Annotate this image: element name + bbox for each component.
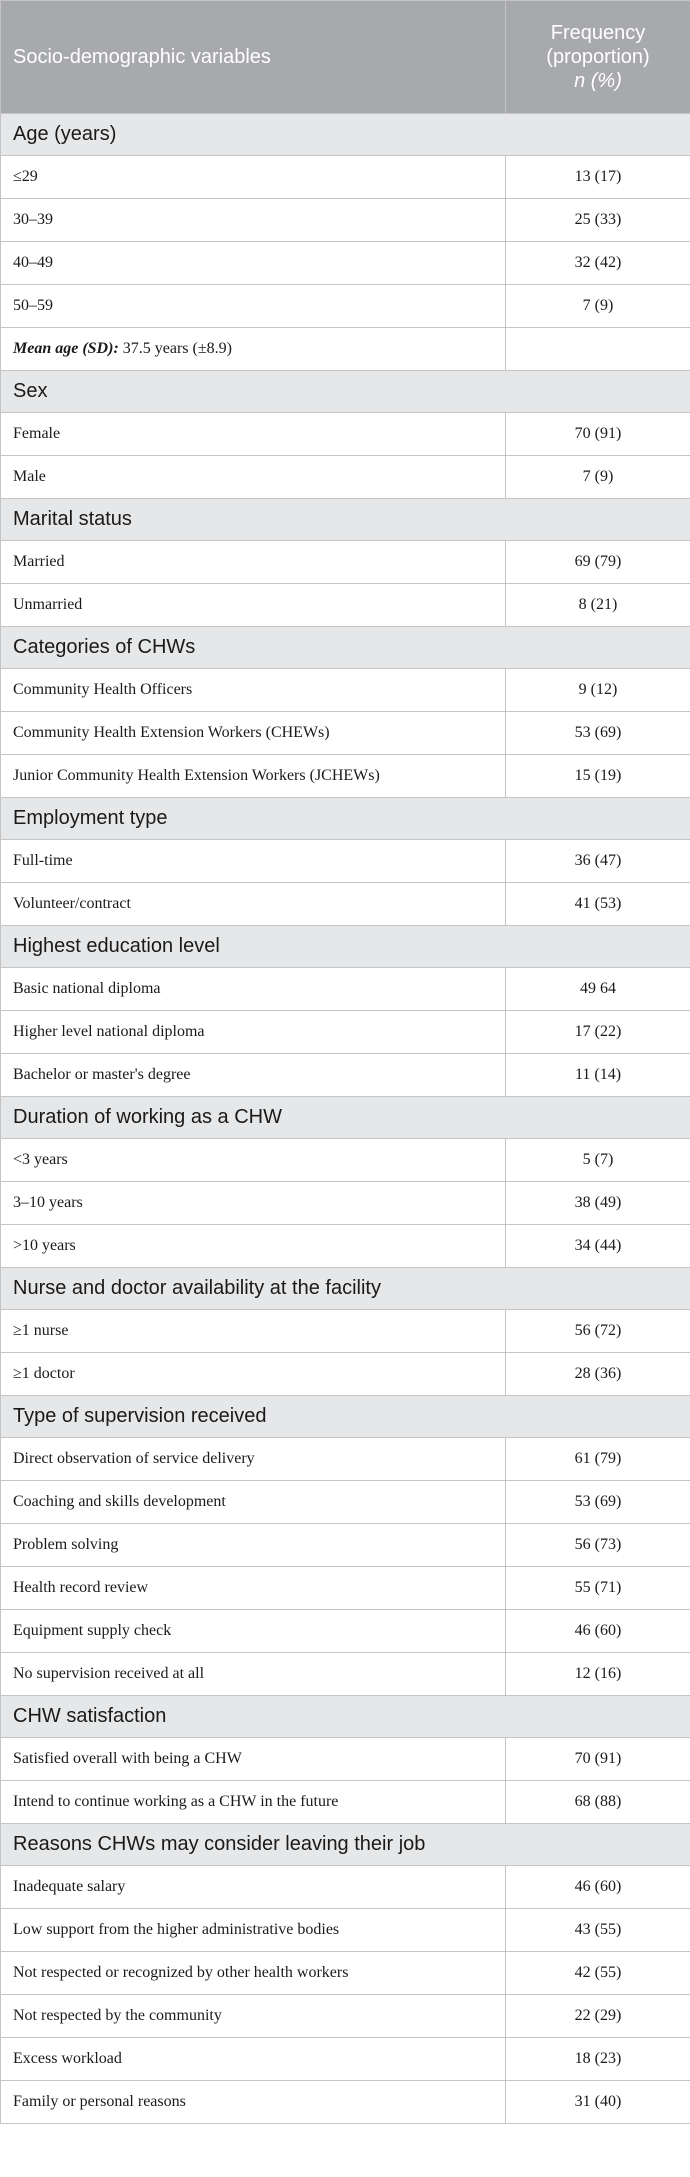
row-label: ≤29 xyxy=(1,156,506,199)
row-label: 30–39 xyxy=(1,199,506,242)
row-value: 70 (91) xyxy=(506,413,690,456)
row-label: Unmarried xyxy=(1,584,506,627)
table-row xyxy=(1,1524,690,1567)
section-header-age-years xyxy=(1,114,690,156)
header-value-cell xyxy=(506,1,690,114)
row-value: 28 (36) xyxy=(506,1353,690,1396)
row-value: 69 (79) xyxy=(506,541,690,584)
table-row xyxy=(1,541,690,584)
row-label: Equipment supply check xyxy=(1,1610,506,1653)
table-row xyxy=(1,840,690,883)
section-header-nurse-and-doctor-availability-at-the-facility xyxy=(1,1268,690,1310)
row-label: Satisfied overall with being a CHW xyxy=(1,1738,506,1781)
table-row xyxy=(1,1481,690,1524)
row-value: 36 (47) xyxy=(506,840,690,883)
section-header-type-of-supervision-received xyxy=(1,1396,690,1438)
header-value-line2: (proportion) xyxy=(546,46,650,68)
row-value: 25 (33) xyxy=(506,199,690,242)
row-value: 68 (88) xyxy=(506,1781,690,1824)
row-label: Not respected or recognized by other health workers xyxy=(1,1952,506,1995)
row-label: Higher level national diploma xyxy=(1,1011,506,1054)
table-row xyxy=(1,712,690,755)
row-value: 11 (14) xyxy=(506,1054,690,1097)
summary-text: 37.5 years (±8.9) xyxy=(118,340,232,357)
row-value: 13 (17) xyxy=(506,156,690,199)
row-label: 3–10 years xyxy=(1,1182,506,1225)
table-row xyxy=(1,1054,690,1097)
table-row xyxy=(1,1310,690,1353)
row-value: 17 (22) xyxy=(506,1011,690,1054)
table-row xyxy=(1,2038,690,2081)
row-value: 42 (55) xyxy=(506,1952,690,1995)
table-row xyxy=(1,1182,690,1225)
section-title: Marital status xyxy=(1,499,690,541)
row-value: 53 (69) xyxy=(506,712,690,755)
row-value: 61 (79) xyxy=(506,1438,690,1481)
summary-label: Mean age (SD): xyxy=(13,340,119,357)
section-title: Age (years) xyxy=(1,114,690,156)
table-row xyxy=(1,1995,690,2038)
table-row xyxy=(1,1011,690,1054)
row-label: ≥1 doctor xyxy=(1,1353,506,1396)
row-label: Bachelor or master's degree xyxy=(1,1054,506,1097)
row-value: 55 (71) xyxy=(506,1567,690,1610)
row-value: 70 (91) xyxy=(506,1738,690,1781)
section-header-duration-of-working-as-a-chw xyxy=(1,1097,690,1139)
row-value: 38 (49) xyxy=(506,1182,690,1225)
summary-cell xyxy=(1,328,506,371)
row-label: Basic national diploma xyxy=(1,968,506,1011)
table-row xyxy=(1,1738,690,1781)
row-label: Not respected by the community xyxy=(1,1995,506,2038)
table-row xyxy=(1,2081,690,2124)
section-title: Categories of CHWs xyxy=(1,627,690,669)
row-value: 41 (53) xyxy=(506,883,690,926)
table-row xyxy=(1,1225,690,1268)
table-row xyxy=(1,968,690,1011)
row-value: 7 (9) xyxy=(506,285,690,328)
table-row xyxy=(1,1781,690,1824)
table-row xyxy=(1,413,690,456)
row-value: 8 (21) xyxy=(506,584,690,627)
table-row xyxy=(1,1610,690,1653)
row-label: Coaching and skills development xyxy=(1,1481,506,1524)
section-title: Duration of working as a CHW xyxy=(1,1097,690,1139)
row-value: 31 (40) xyxy=(506,2081,690,2124)
row-label: Volunteer/contract xyxy=(1,883,506,926)
section-header-employment-type xyxy=(1,798,690,840)
section-header-categories-of-chws xyxy=(1,627,690,669)
row-label: Community Health Officers xyxy=(1,669,506,712)
row-label: Junior Community Health Extension Workers (JCHEWs) xyxy=(1,755,506,798)
section-header-reasons-chws-may-consider-leaving-their-job xyxy=(1,1824,690,1866)
row-label: Community Health Extension Workers (CHEWs) xyxy=(1,712,506,755)
row-label: Full-time xyxy=(1,840,506,883)
row-value: 34 (44) xyxy=(506,1225,690,1268)
row-value: 12 (16) xyxy=(506,1653,690,1696)
section-title: Reasons CHWs may consider leaving their job xyxy=(1,1824,690,1866)
table-row xyxy=(1,755,690,798)
row-label: Health record review xyxy=(1,1567,506,1610)
table-row xyxy=(1,1353,690,1396)
row-value: 46 (60) xyxy=(506,1866,690,1909)
row-value: 5 (7) xyxy=(506,1139,690,1182)
table-row xyxy=(1,584,690,627)
section-header-highest-education-level xyxy=(1,926,690,968)
section-header-chw-satisfaction xyxy=(1,1696,690,1738)
row-value: 9 (12) xyxy=(506,669,690,712)
table-body xyxy=(1,1,690,2124)
table-row xyxy=(1,1952,690,1995)
row-label: No supervision received at all xyxy=(1,1653,506,1696)
row-value: 46 (60) xyxy=(506,1610,690,1653)
summary-row xyxy=(1,328,690,371)
row-label: <3 years xyxy=(1,1139,506,1182)
row-value: 56 (73) xyxy=(506,1524,690,1567)
table-row xyxy=(1,669,690,712)
row-label: >10 years xyxy=(1,1225,506,1268)
table-row xyxy=(1,1438,690,1481)
row-label: ≥1 nurse xyxy=(1,1310,506,1353)
section-title: Type of supervision received xyxy=(1,1396,690,1438)
row-value: 18 (23) xyxy=(506,2038,690,2081)
row-value: 15 (19) xyxy=(506,755,690,798)
table-row xyxy=(1,199,690,242)
summary-empty-cell xyxy=(506,328,690,371)
section-title: Employment type xyxy=(1,798,690,840)
table-row xyxy=(1,156,690,199)
section-title: Nurse and doctor availability at the facility xyxy=(1,1268,690,1310)
section-header-sex xyxy=(1,371,690,413)
table-row xyxy=(1,1139,690,1182)
row-label: 50–59 xyxy=(1,285,506,328)
row-label: Excess workload xyxy=(1,2038,506,2081)
header-value-line3: n (%) xyxy=(574,70,622,92)
row-value: 56 (72) xyxy=(506,1310,690,1353)
table-row xyxy=(1,1653,690,1696)
table-row xyxy=(1,1567,690,1610)
section-title: CHW satisfaction xyxy=(1,1696,690,1738)
row-label: Low support from the higher administrative bodies xyxy=(1,1909,506,1952)
row-value: 7 (9) xyxy=(506,456,690,499)
section-title: Sex xyxy=(1,371,690,413)
table-row xyxy=(1,285,690,328)
row-value: 53 (69) xyxy=(506,1481,690,1524)
table-row xyxy=(1,1866,690,1909)
header-variable-cell: Socio-demographic variables xyxy=(1,1,506,114)
section-header-marital-status xyxy=(1,499,690,541)
row-value: 43 (55) xyxy=(506,1909,690,1952)
table-row xyxy=(1,1909,690,1952)
table-row xyxy=(1,242,690,285)
table-row xyxy=(1,456,690,499)
row-label: Male xyxy=(1,456,506,499)
row-label: Family or personal reasons xyxy=(1,2081,506,2124)
row-label: 40–49 xyxy=(1,242,506,285)
row-value: 32 (42) xyxy=(506,242,690,285)
header-value-line1: Frequency xyxy=(550,22,646,44)
row-value: 49 64 xyxy=(506,968,690,1011)
row-label: Intend to continue working as a CHW in the future xyxy=(1,1781,506,1824)
row-label: Female xyxy=(1,413,506,456)
table-row xyxy=(1,883,690,926)
row-label: Married xyxy=(1,541,506,584)
row-label: Inadequate salary xyxy=(1,1866,506,1909)
row-label: Direct observation of service delivery xyxy=(1,1438,506,1481)
section-title: Highest education level xyxy=(1,926,690,968)
row-label: Problem solving xyxy=(1,1524,506,1567)
table-header-row xyxy=(1,1,690,114)
row-value: 22 (29) xyxy=(506,1995,690,2038)
